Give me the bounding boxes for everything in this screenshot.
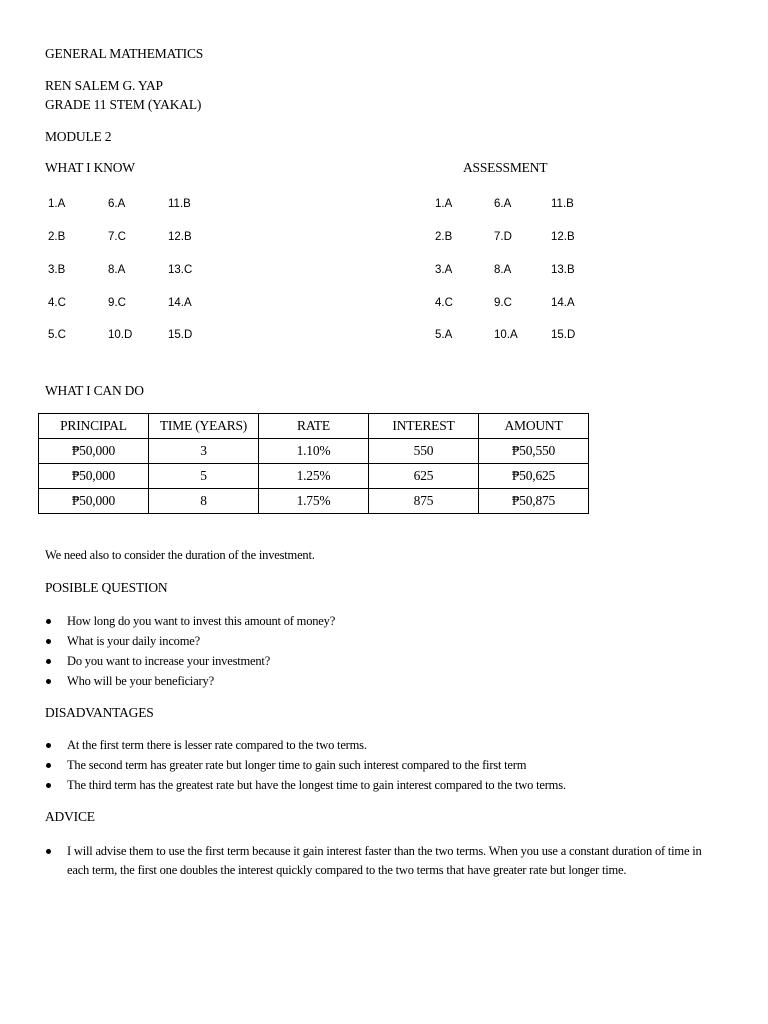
- answer-item: 13.C: [168, 264, 193, 276]
- answer-item: 13.B: [551, 264, 575, 276]
- table-cell: 8: [149, 489, 259, 514]
- answer-item: 11.B: [168, 198, 191, 210]
- answer-item: 4.C: [48, 297, 66, 309]
- table-cell: 875: [369, 489, 479, 514]
- answer-item: 1.A: [48, 198, 66, 210]
- answer-item: 12.B: [551, 231, 575, 243]
- grade-section: GRADE 11 STEM (YAKAL): [45, 97, 202, 112]
- list-item: How long do you want to invest this amount of money?: [45, 611, 725, 631]
- table-cell: 5: [149, 464, 259, 489]
- answer-item: 3.B: [48, 264, 66, 276]
- assessment-heading: ASSESSMENT: [463, 160, 548, 175]
- answer-item: 10.A: [494, 329, 518, 341]
- answer-item: 5.C: [48, 329, 66, 341]
- answer-item: 6.A: [108, 198, 126, 210]
- table-header-cell: RATE: [259, 414, 369, 439]
- subject-title: GENERAL MATHEMATICS: [45, 46, 204, 61]
- answer-item: 10.D: [108, 329, 133, 341]
- answer-item: 6.A: [494, 198, 512, 210]
- answer-item: 15.D: [168, 329, 193, 341]
- table-cell: 1.75%: [259, 489, 369, 514]
- table-cell: ₱50,000: [39, 439, 149, 464]
- table-header-cell: PRINCIPAL: [39, 414, 149, 439]
- answer-item: 7.D: [494, 231, 512, 243]
- table-header-cell: AMOUNT: [479, 414, 589, 439]
- table-cell: 625: [369, 464, 479, 489]
- answer-item: 8.A: [494, 264, 512, 276]
- table-cell: ₱50,550: [479, 439, 589, 464]
- answer-item: 12.B: [168, 231, 192, 243]
- advice-text: I will advise them to use the first term because it gain interest faster than the two terms. When you use a constant duration of time in each term, the first one doubles the interest quickly compared to the two terms that have greater rate but longer time.: [67, 844, 702, 877]
- answer-item: 2.B: [435, 231, 453, 243]
- answer-item: 11.B: [551, 198, 574, 210]
- table-row: [39, 439, 589, 464]
- disadvantages-heading: DISADVANTAGES: [45, 705, 154, 720]
- list-item: Do you want to increase your investment?: [45, 651, 725, 671]
- table-cell: ₱50,000: [39, 464, 149, 489]
- answer-item: 7.C: [108, 231, 126, 243]
- bullet-icon: [46, 849, 51, 854]
- table-cell: ₱50,000: [39, 489, 149, 514]
- table-cell: 3: [149, 439, 259, 464]
- list-item: What is your daily income?: [45, 631, 725, 651]
- answer-item: 3.A: [435, 264, 453, 276]
- table-header-cell: TIME (YEARS): [149, 414, 259, 439]
- table-cell: ₱50,625: [479, 464, 589, 489]
- list-item: The second term has greater rate but longer time to gain such interest compared to the first term: [45, 755, 725, 775]
- answer-item: 8.A: [108, 264, 126, 276]
- possible-question-list: [45, 611, 725, 691]
- table-cell: 1.10%: [259, 439, 369, 464]
- table-header-cell: INTEREST: [369, 414, 479, 439]
- what-i-can-do-heading: WHAT I CAN DO: [45, 383, 144, 398]
- answer-item: 14.A: [168, 297, 192, 309]
- answer-item: 15.D: [551, 329, 576, 341]
- answer-item: 9.C: [108, 297, 126, 309]
- answer-item: 5.A: [435, 329, 453, 341]
- possible-question-heading: POSIBLE QUESTION: [45, 580, 168, 595]
- table-cell: ₱50,875: [479, 489, 589, 514]
- table-cell: 550: [369, 439, 479, 464]
- table-row: [39, 464, 589, 489]
- interest-table: [38, 413, 589, 514]
- module-label: MODULE 2: [45, 129, 112, 144]
- list-item: The third term has the greatest rate but have the longest time to gain interest compared to the two terms.: [45, 775, 725, 795]
- list-item: At the first term there is lesser rate compared to the two terms.: [45, 735, 725, 755]
- student-name: REN SALEM G. YAP: [45, 78, 163, 93]
- answer-item: 1.A: [435, 198, 453, 210]
- table-header-row: [39, 414, 589, 439]
- duration-note: We need also to consider the duration of the investment.: [45, 548, 315, 562]
- disadvantages-list: [45, 735, 725, 795]
- what-i-know-heading: WHAT I KNOW: [45, 160, 135, 175]
- advice-heading: ADVICE: [45, 809, 95, 824]
- table-cell: 1.25%: [259, 464, 369, 489]
- answer-item: 4.C: [435, 297, 453, 309]
- answer-item: 9.C: [494, 297, 512, 309]
- table-row: [39, 489, 589, 514]
- answer-item: 14.A: [551, 297, 575, 309]
- list-item: Who will be your beneficiary?: [45, 671, 725, 691]
- answer-item: 2.B: [48, 231, 66, 243]
